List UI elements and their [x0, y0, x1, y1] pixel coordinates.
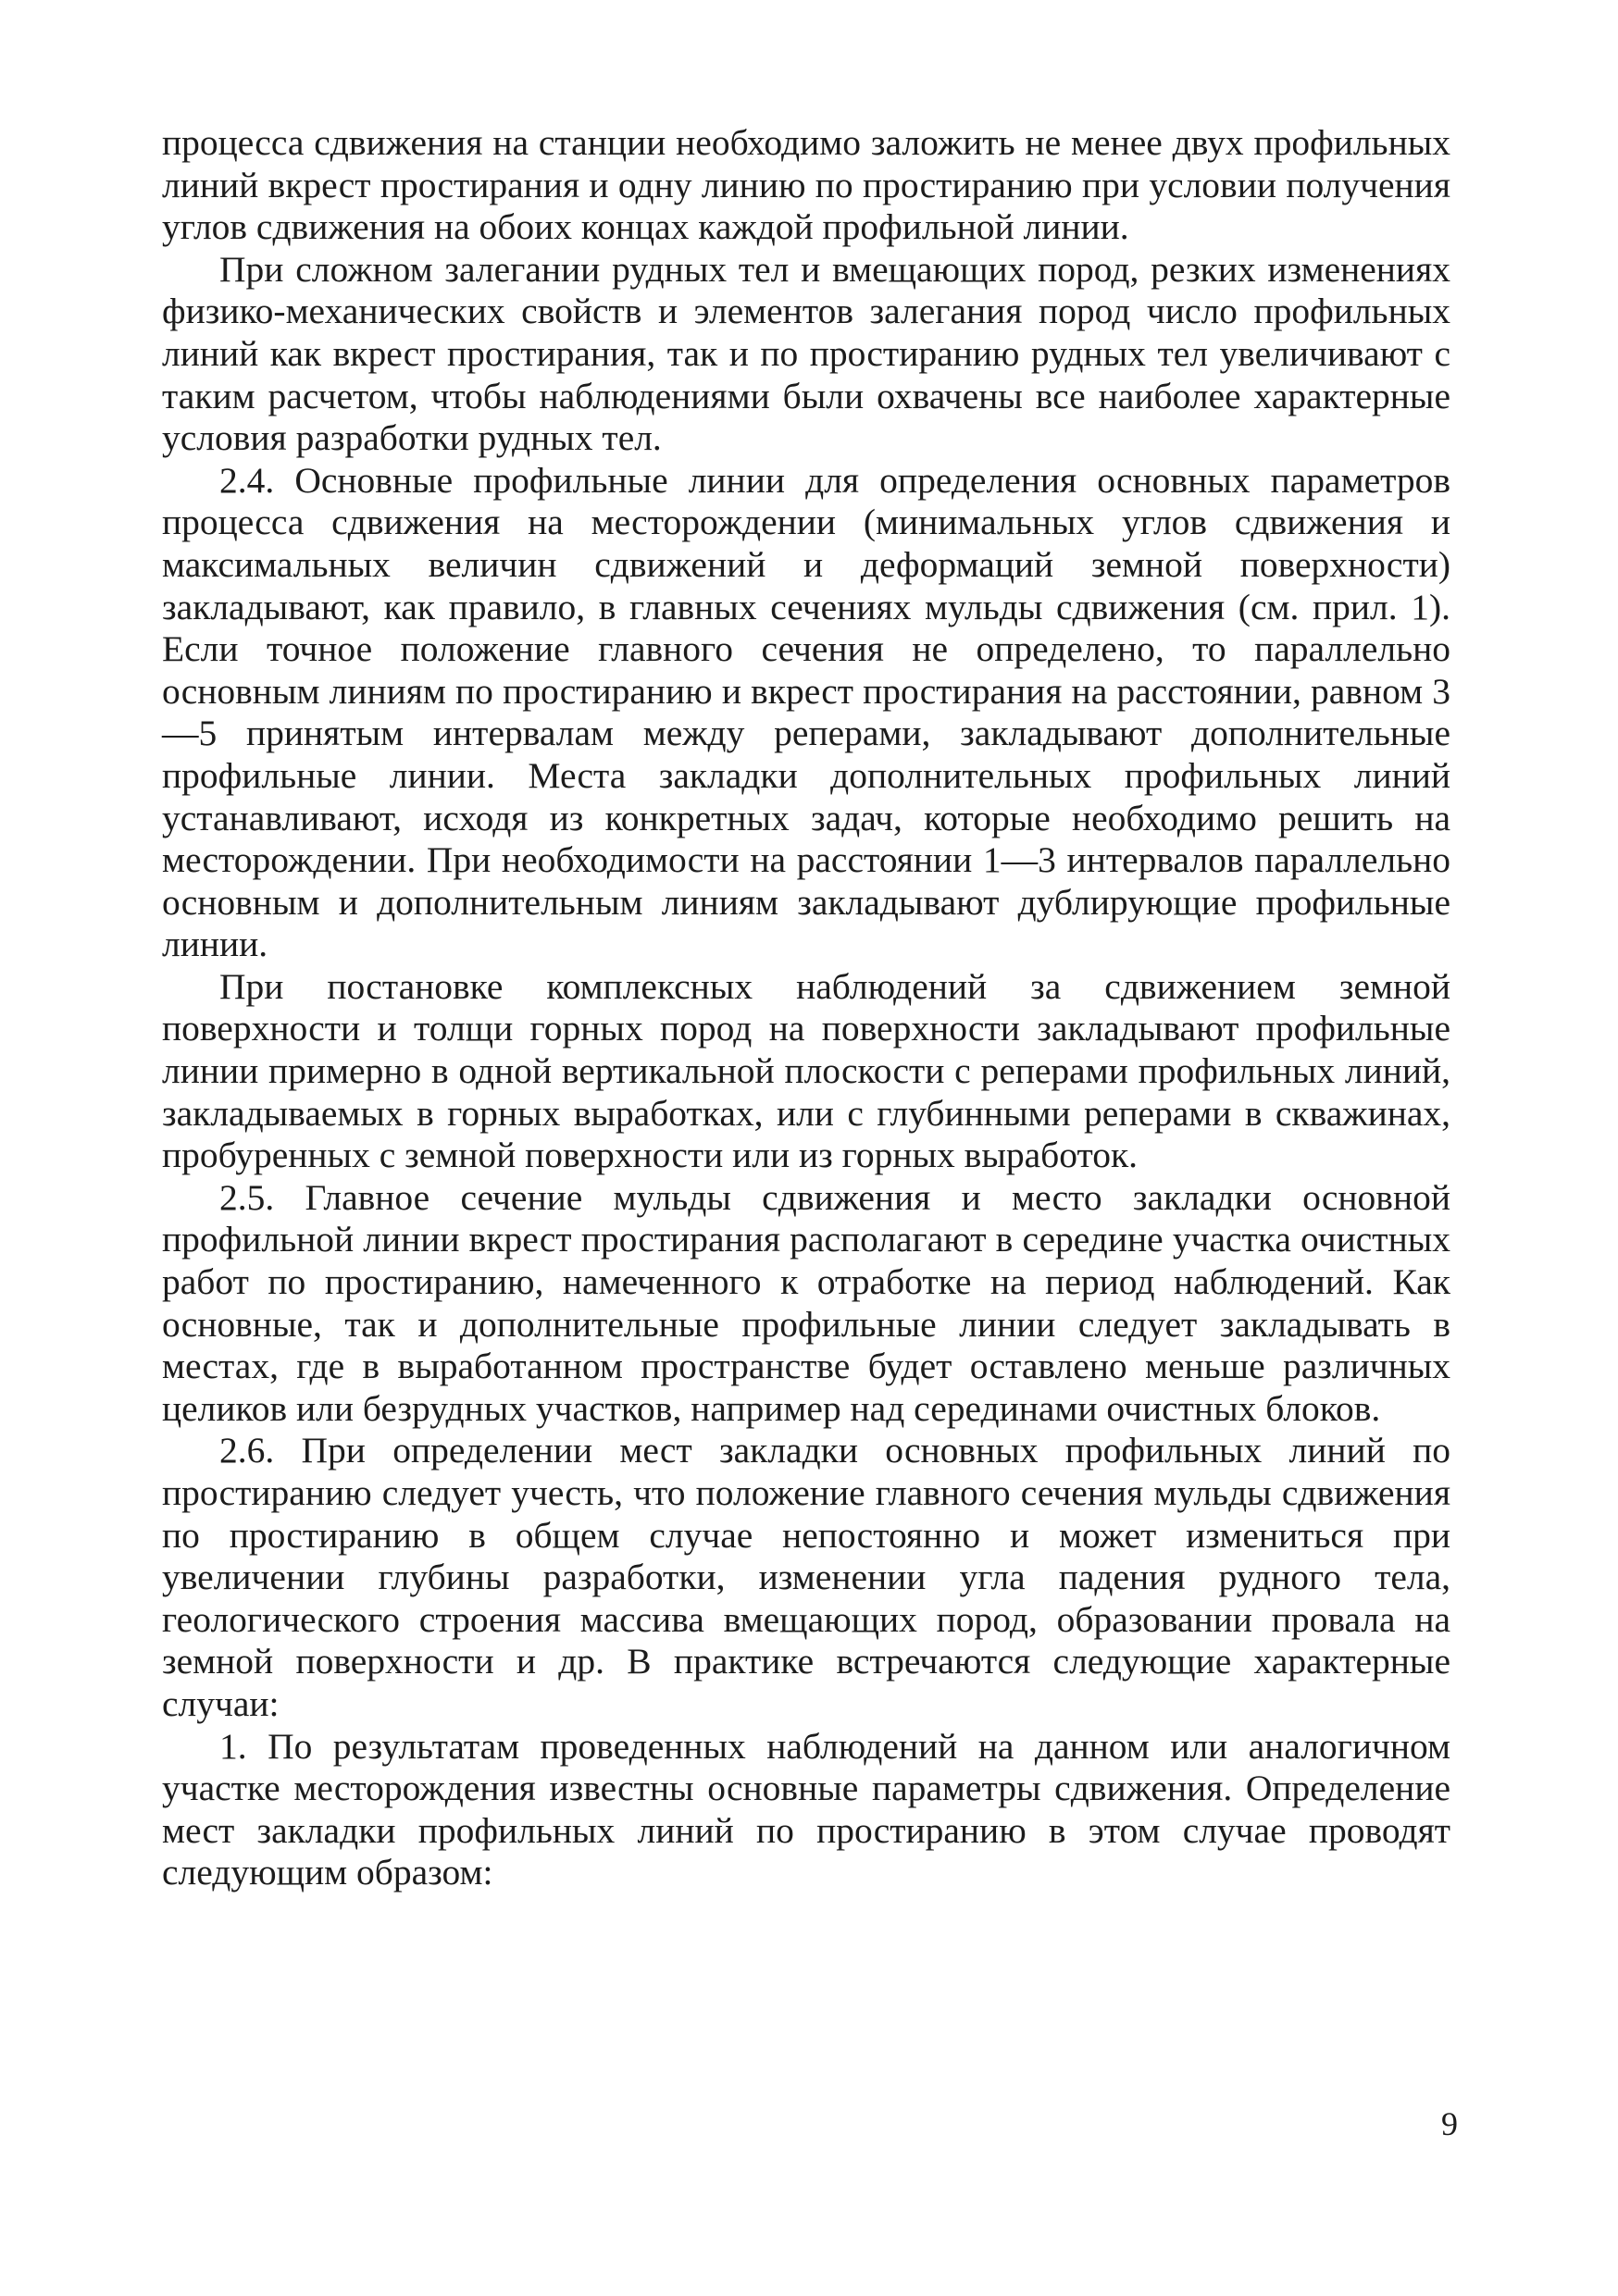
- paragraph-continuation: процесса сдвижения на станции необходимо заложить не менее двух профильных линий вкрест простирания и одну линию по простиранию при условии получения углов сдвижения на обоих концах каждой профильной линии.: [162, 122, 1450, 248]
- paragraph-2-5: 2.5. Главное сечение мульды сдвижения и место закладки основной профильной линии вкрест простирания располагают в середине участка очистных работ по простиранию, намеченного к отработке на период наблюдений. Как основные, так и дополнительные профильные линии следует закладывать в местах, где в выработанном пространстве будет оставлено меньше различных целиков или безрудных участков, например над серединами очистных блоков.: [162, 1176, 1450, 1429]
- paragraph-2-4: 2.4. Основные профильные линии для определения основных параметров процесса сдвижения на месторождении (минимальных углов сдвижения и максимальных величин сдвижений и деформаций земной поверхности) закладывают, как правило, в главных сечениях мульды сдвижения (см. прил. 1). Если точное положение главного сечения не определено, то параллельно основным линиям по простиранию и вкрест простирания на расстоянии, равном 3—5 принятым интервалам между реперами, закладывают дополнительные профильные линии. Места закладки дополнительных профильных линий устанавливают, исходя из конкретных задач, которые необходимо решить на месторождении. При необходимости на расстоянии 1—3 интервалов параллельно основным и дополнительным линиям закладывают дублирующие профильные линии.: [162, 459, 1450, 965]
- paragraph-2-6: 2.6. При определении мест закладки основных профильных линий по простиранию следует учесть, что положение главного сечения мульды сдвижения по простиранию в общем случае непостоянно и может измениться при увеличении глубины разработки, изменении угла падения рудного тела, геологического строения массива вмещающих пород, образовании провала на земной поверхности и др. В практике встречаются следующие характерные случаи:: [162, 1430, 1450, 1724]
- paragraph-case-1: 1. По результатам проведенных наблюдений на данном или аналогичном участке месторождения известны основные параметры сдвижения. Определение мест закладки профильных линий по простиранию в этом случае проводят следующим образом:: [162, 1725, 1450, 1893]
- paragraph-complex-bedding: При сложном залегании рудных тел и вмещающих пород, резких изменениях физико-механических свойств и элементов залегания пород число профильных линий как вкрест простирания, так и по простиранию рудных тел увеличивают с таким расчетом, чтобы наблюдениями были охвачены все наиболее характерные условия разработки рудных тел.: [162, 248, 1450, 459]
- paragraph-complex-observations: При постановке комплексных наблюдений за сдвижением земной поверхности и толщи горных пород на поверхности закладывают профильные линии примерно в одной вертикальной плоскости с реперами профильных линий, закладываемых в горных выработках, или с глубинными реперами в скважинах, пробуренных с земной поверхности или из горных выработок.: [162, 965, 1450, 1176]
- body-text: [162, 122, 1450, 1894]
- page-number: 9: [1441, 2105, 1458, 2142]
